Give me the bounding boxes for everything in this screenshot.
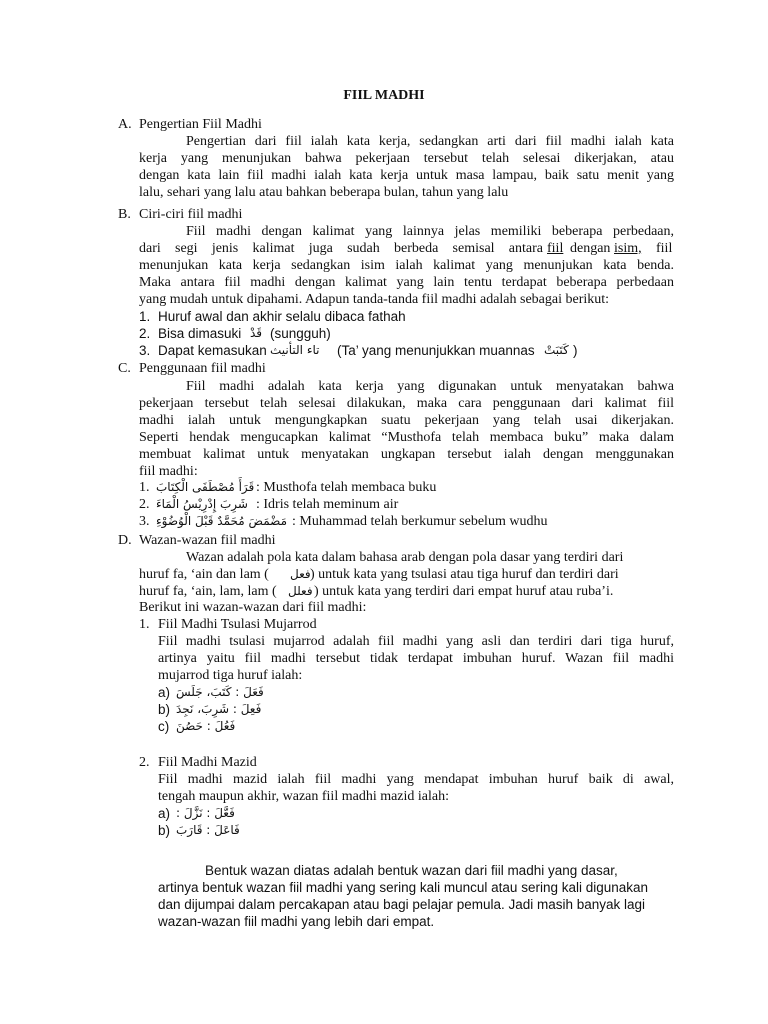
section-b-line: yang mudah untuk dipahami. Adapun tanda-tanda fiil madhi adalah sebagai berikut: — [139, 292, 610, 307]
list-item-text: (Ta’ yang menunjukkan muannas — [337, 343, 535, 358]
list-item-text: ) — [573, 343, 578, 358]
section-d-line: Wazan adalah pola kata dalam bahasa arab dengan pola dasar yang terdiri dari — [186, 550, 624, 565]
section-a-line: dengan kata lain fiil madhi ialah kata kerja untuk masa lampau, baik satu menit yang — [139, 168, 674, 183]
arabic-text: فَعِلَ : شَرِبَ، نَجِدَ — [176, 702, 262, 716]
section-c-line: pekerjaan tersebut telah selesai dilakukan, maka cara penggunaan dari kalimat fiil — [139, 396, 674, 411]
list-number: 3. — [139, 514, 150, 529]
section-a-line: Pengertian dari fiil ialah kata kerja, sedangkan arti dari fiil madhi ialah kata — [186, 134, 674, 149]
list-item-text: : Idris telah meminum air — [256, 497, 399, 512]
wazan-label: b) — [158, 823, 171, 838]
list-item-text: Bisa dimasuki — [158, 326, 242, 341]
section-b-line: menunjukan kata kerja sedangkan isim ialah kalimat yang menunjukan kata benda. — [139, 258, 674, 273]
wazan-label: a) — [158, 685, 171, 700]
sub-number: 1. — [139, 617, 150, 632]
arabic-text: فَعُلَ : حَصُنَ — [176, 719, 236, 733]
section-a-line: kerja yang menunjukan bahwa pekerjaan tersebut telah selesai dikerjakan, atau — [139, 151, 674, 166]
sub-line: mujarrod tiga huruf ialah: — [158, 668, 303, 683]
section-c-line: madhi ialah untuk mengungkapkan suatu pekerjaan yang telah usai dikerjakan. — [139, 413, 674, 428]
list-number: 1. — [139, 309, 151, 324]
section-d-heading: Wazan-wazan fiil madhi — [139, 533, 276, 548]
word-dengan: dengan — [570, 241, 611, 256]
closing-line: wazan-wazan fiil madhi yang lebih dari empat. — [158, 914, 435, 929]
section-a-line: lalu, sehari yang lalu atau bahkan beberapa bulan, tahun yang lalu — [139, 185, 509, 200]
section-c-letter: C. — [118, 361, 131, 376]
arabic-text: كَتَبَتْ — [544, 343, 569, 357]
section-c-line: Seperti hendak mengucapkan kalimat “Musthofa telah membaca buku” maka dalam — [139, 430, 674, 445]
section-b-line: Maka antara fiil madhi dengan kalimat yang lain tentu terdapat beberapa perbedaan — [139, 275, 674, 290]
section-c-line: fiil madhi: — [139, 464, 198, 479]
list-item-text: : Musthofa telah membaca buku — [256, 480, 437, 495]
list-number: 2. — [139, 497, 150, 512]
section-c-line: membuat kalimat untuk menyatakan ungkapan tersebut ialah dengan menggunakan — [139, 447, 674, 462]
section-b-heading: Ciri-ciri fiil madhi — [139, 207, 243, 222]
page-title: FIIL MADHI — [343, 88, 425, 103]
sub-heading: Fiil Madhi Mazid — [158, 755, 257, 770]
section-c-line: Fiil madhi adalah kata kerja yang digunakan untuk menyatakan bahwa — [186, 379, 674, 394]
section-b-line: Fiil madhi dengan kalimat yang lainnya jelas memiliki beberapa perbedaan, — [186, 224, 674, 239]
sub-line: Fiil madhi tsulasi mujarrod adalah fiil madhi yang asli dan terdiri dari tiga huruf, — [158, 634, 674, 649]
list-item-text: (sungguh) — [270, 326, 331, 341]
arabic-text: فَعَلَ : كَتَبَ، جَلَسَ — [176, 685, 264, 699]
arabic-text: فعل — [290, 567, 311, 581]
section-b-letter: B. — [118, 207, 131, 222]
sub-line: artinya yaitu fiil madhi tersebut tidak terdapat imbuhan huruf. Wazan fiil madhi — [158, 651, 674, 666]
section-a-letter: A. — [118, 117, 132, 132]
arabic-text: تاء التأنيث — [270, 343, 320, 357]
arabic-text: فعلل — [288, 584, 313, 598]
arabic-text: فَعَّلَ : نَزَّلَ : — [176, 806, 235, 820]
word-fiil: fiil — [656, 241, 673, 256]
arabic-text: فَاعَلَ : قَارَبَ — [176, 823, 240, 837]
list-item-text: : Muhammad telah berkumur sebelum wudhu — [292, 514, 548, 529]
arabic-text: شَرِبَ إِدْرِيْسُ الْمَاءَ — [156, 497, 248, 511]
section-c-heading: Penggunaan fiil madhi — [139, 361, 266, 376]
closing-line: dan dijumpai dalam percakapan atau bagi pelajar pemula. Jadi masih banyak lagi — [158, 897, 646, 912]
section-d-letter: D. — [118, 533, 132, 548]
wazan-label: b) — [158, 702, 171, 717]
section-d-line: huruf fa, ‘ain, lam, lam ( — [139, 584, 277, 599]
list-item-text: Dapat kemasukan — [158, 343, 267, 358]
arabic-text: قَدْ — [250, 326, 263, 340]
section-d-line: huruf fa, ‘ain dan lam ( — [139, 567, 269, 582]
sub-line: Fiil madhi mazid ialah fiil madhi yang mendapat imbuhan huruf baik di awal, — [158, 772, 674, 787]
sub-number: 2. — [139, 755, 150, 770]
section-d-line: Berikut ini wazan-wazan dari fiil madhi: — [139, 600, 367, 615]
list-number: 3. — [139, 343, 151, 358]
sub-line: tengah maupun akhir, wazan fiil madhi mazid ialah: — [158, 789, 450, 804]
section-a-heading: Pengertian Fiil Madhi — [139, 117, 262, 132]
section-d-line: ) untuk kata yang terdiri dari empat huruf atau ruba’i. — [314, 584, 614, 599]
arabic-text: قَرَأَ مُصْطَفَى الْكِتَابَ — [156, 480, 255, 494]
closing-line: artinya bentuk wazan fiil madhi yang sering kali muncul atau sering kali digunakan — [158, 880, 649, 895]
arabic-text: مَضْمَضَ مُحَمَّدٌ قَبْلَ الْوُضُوْءِ — [156, 514, 287, 528]
list-number: 2. — [139, 326, 151, 341]
wazan-label: c) — [158, 719, 170, 734]
term-isim: isim, — [614, 241, 642, 256]
closing-line: Bentuk wazan diatas adalah bentuk wazan dari fiil madhi yang dasar, — [205, 863, 618, 878]
term-fiil: fiil — [547, 241, 564, 256]
list-item-text: Huruf awal dan akhir selalu dibaca fathah — [158, 309, 406, 324]
section-b-line: dari segi jenis kalimat juga sudah berbeda semisal antara — [139, 241, 543, 256]
wazan-label: a) — [158, 806, 171, 821]
list-number: 1. — [139, 480, 150, 495]
section-d-line: ) untuk kata yang tsulasi atau tiga huruf dan terdiri dari — [310, 567, 619, 582]
sub-heading: Fiil Madhi Tsulasi Mujarrod — [158, 617, 317, 632]
